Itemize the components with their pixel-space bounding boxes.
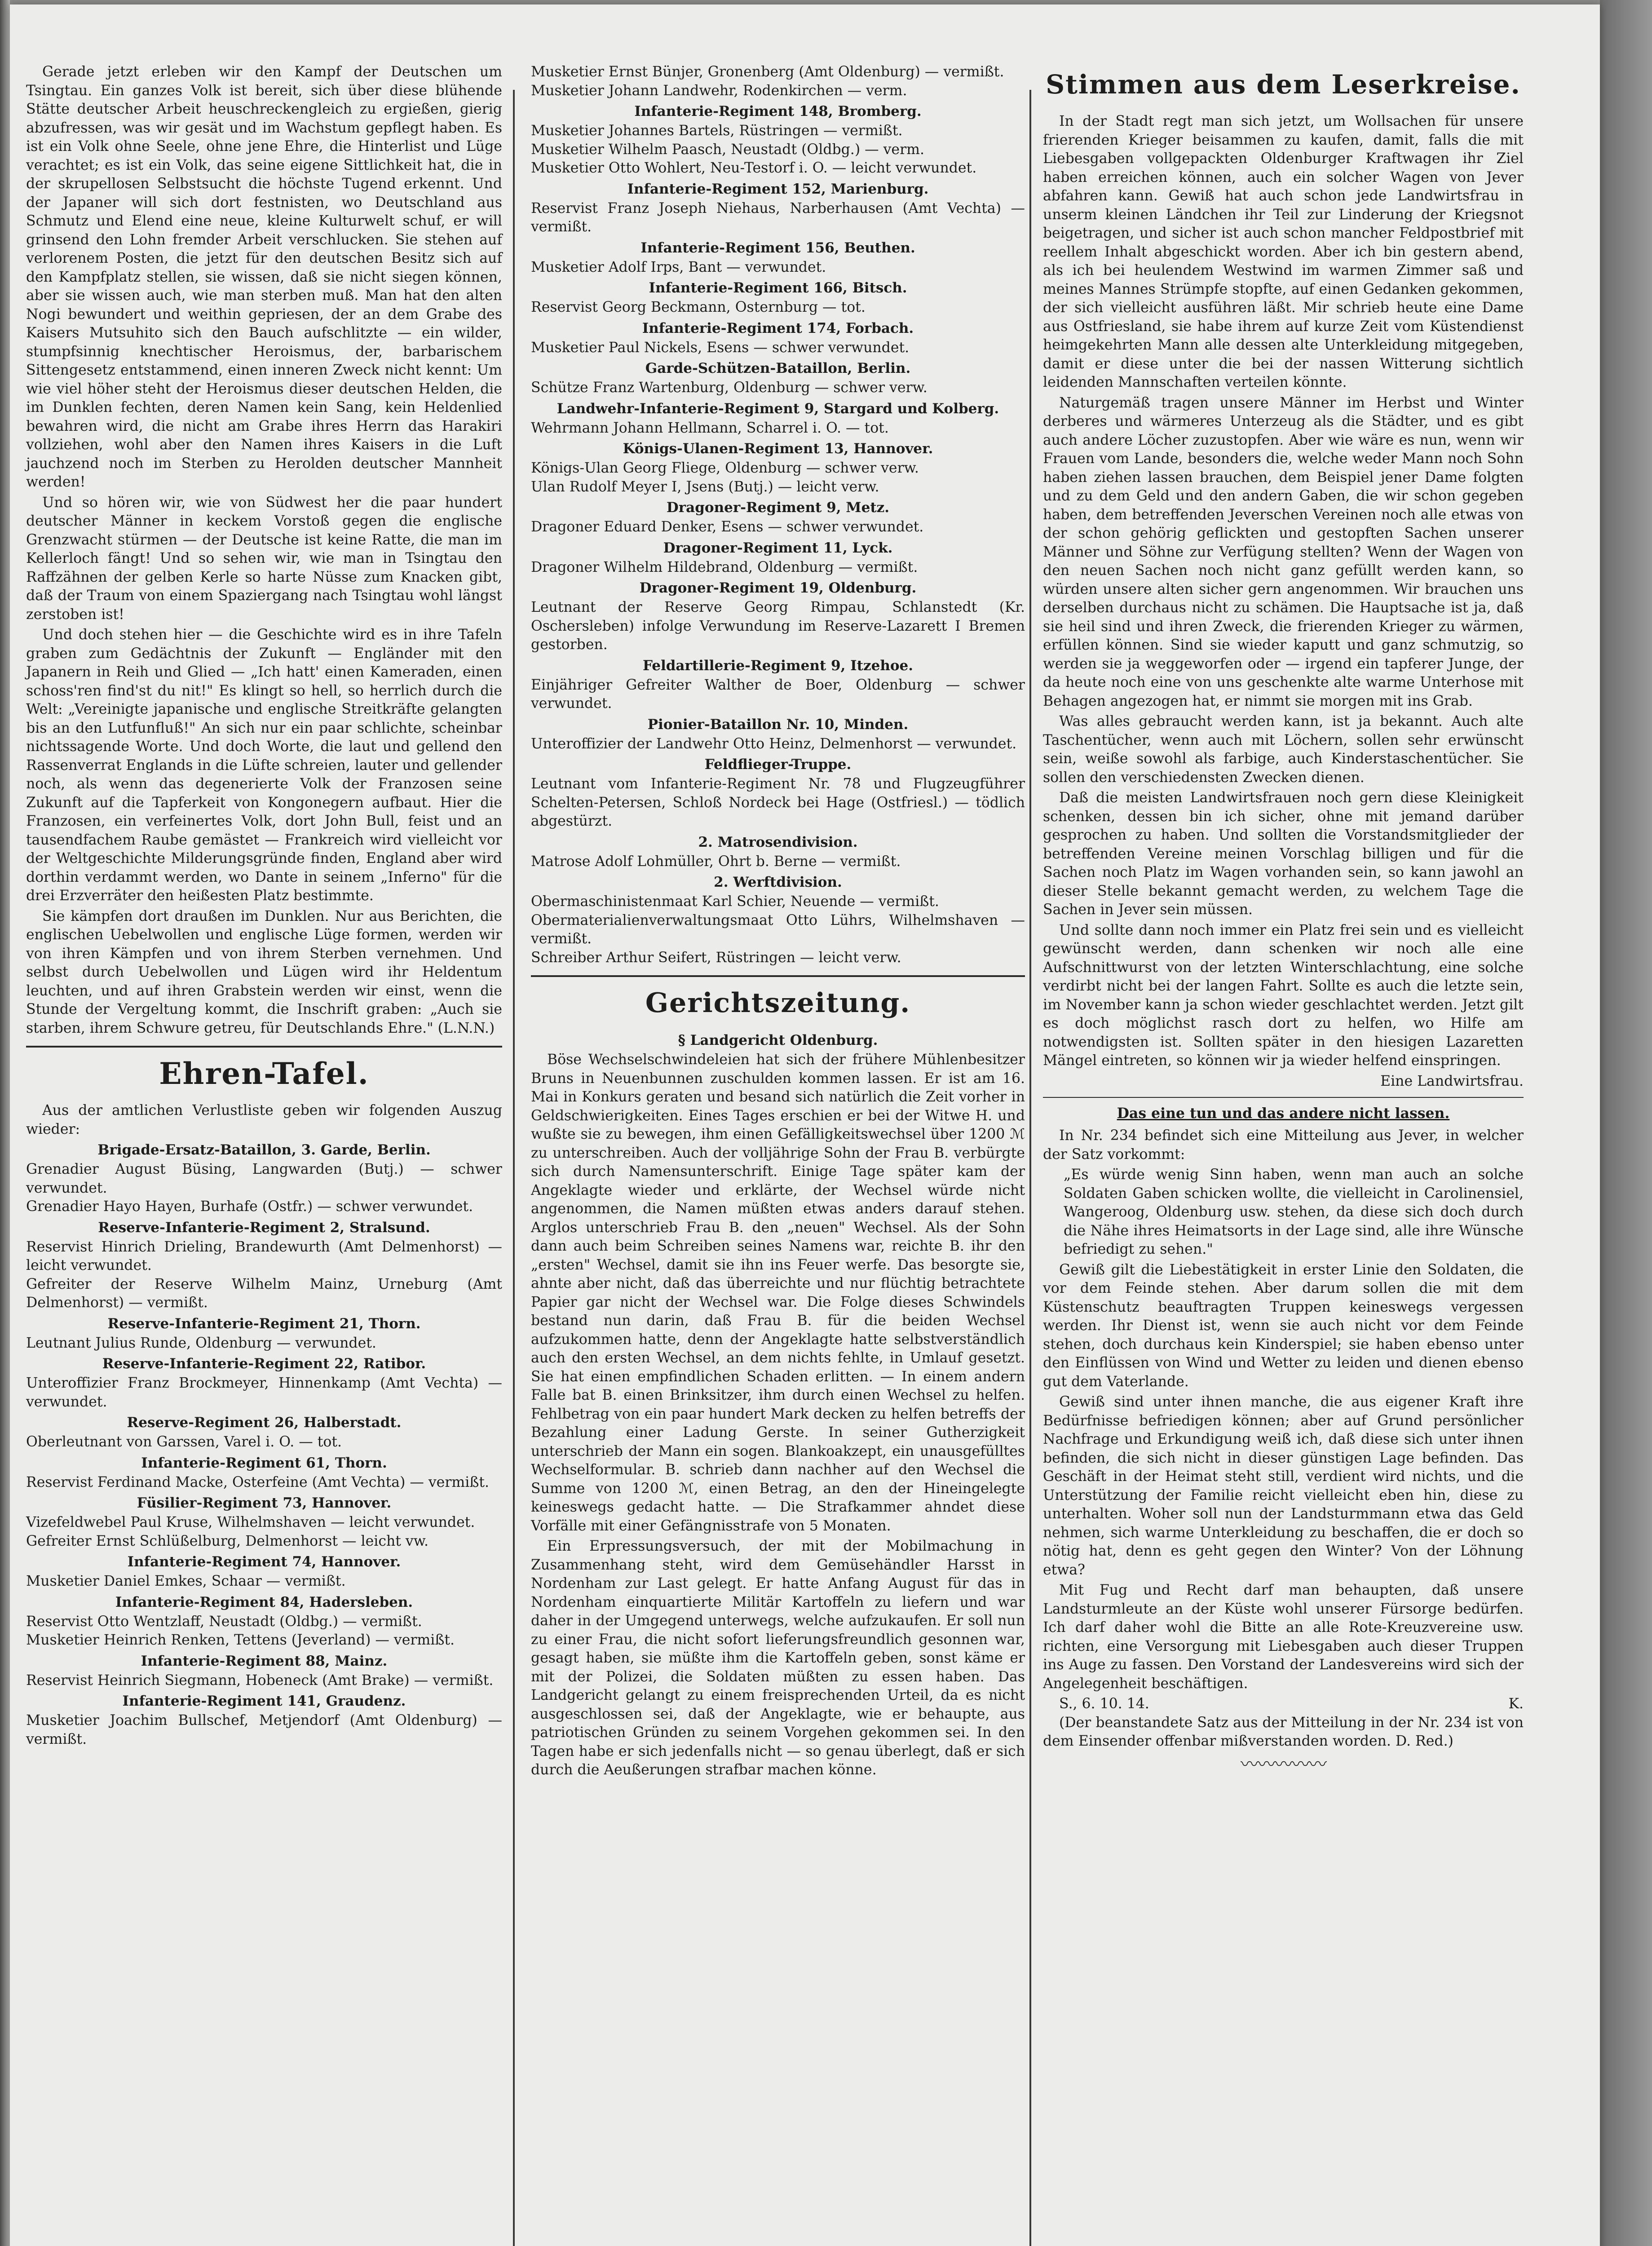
newspaper-page bbox=[10, 4, 1600, 2246]
casualty-entry: Einjähriger Gefreiter Walther de Boer, Oldenburg — schwer verwundet. bbox=[531, 676, 1025, 712]
casualty-entry: Obermaterialienverwaltungsmaat Otto Lührs, Wilhelmshaven — vermißt. bbox=[531, 912, 1025, 947]
unit-heading: Dragoner-Regiment 9, Metz. bbox=[666, 500, 890, 516]
column-middle bbox=[531, 63, 1025, 1782]
letter-dateline bbox=[1043, 1695, 1524, 1714]
letter-paragraph: Was alles gebraucht werden kann, ist ja bekannt. Auch alte Taschentücher, wenn auch mit Löchern, sollen sehr erwünscht sein, weiße sowohl als farbige, auch Kinderstaschentücher. Sie sollen den verschiedensten Zwecken dienen. bbox=[1043, 713, 1524, 786]
casualty-entry: Musketier Johannes Bartels, Rüstringen — vermißt. bbox=[531, 123, 903, 139]
casualty-entry: Leutnant der Reserve Georg Rimpau, Schlanstedt (Kr. Oschersleben) infolge Verwundung im Reserve-Lazarett I Bremen gestorben. bbox=[531, 599, 1025, 653]
casualty-entry: Leutnant vom Infanterie-Regiment Nr. 78 und Flugzeugführer Schelten-Petersen, Schloß Nordeck bei Hage (Ostfriesl.) — tödlich abgestürzt. bbox=[531, 776, 1025, 829]
ehren-tafel-intro: Aus der amtlichen Verlustliste geben wir folgenden Auszug wieder: bbox=[26, 1102, 502, 1137]
unit-heading: Reserve-Infanterie-Regiment 21, Thorn. bbox=[107, 1315, 421, 1332]
letter-paragraph: Gewiß sind unter ihnen manche, die aus eigener Kraft ihre Bedürfnisse befriedigen können; aber auf Grund persönlicher Nachfrage und Erkundigung weiß ich, daß diese sich unter ihnen befinden, die sich nicht in dieser günstigen Lage befinden. Das Geschäft in der Heimat steht still, verdient wird nichts, und die Unterstützung der Familie reicht vielleicht eben hin, diese zu unterhalten. Woher soll nun der Landsturmmann etwa das Geld nehmen, sich warme Unterkleidung zu beschaffen, die er doch so nötig hat, denn es geht gegen den Winter? Von der Löhnung etwa? bbox=[1043, 1394, 1524, 1578]
casualty-entry: Matrose Adolf Lohmüller, Ohrt b. Berne — vermißt. bbox=[531, 853, 901, 870]
leserkreise-title: Stimmen aus dem Leserkreise. bbox=[1046, 69, 1521, 100]
casualty-entry: Dragoner Wilhelm Hildebrand, Oldenburg — vermißt. bbox=[531, 559, 918, 575]
closing-ornament: 〰〰〰〰〰 bbox=[1241, 1754, 1326, 1775]
unit-heading: Infanterie-Regiment 141, Graudenz. bbox=[122, 1693, 406, 1709]
casualty-entry: Reservist Heinrich Siegmann, Hobeneck (Amt Brake) — vermißt. bbox=[26, 1672, 494, 1689]
landgericht-heading: § Landgericht Oldenburg. bbox=[678, 1032, 878, 1048]
casualty-entry: Grenadier August Büsing, Langwarden (Butj.) — schwer verwundet. bbox=[26, 1161, 502, 1196]
casualty-entry: Reservist Franz Joseph Niehaus, Narberhausen (Amt Vechta) — vermißt. bbox=[531, 200, 1025, 235]
letter-paragraph: Naturgemäß tragen unsere Männer im Herbst und Winter derberes und wärmeres Unterzeug als die Städter, und es gibt auch andere Löcher zuzustopfen. Aber wie wäre es nun, wenn wir Frauen vom Lande, besonders die, welche weder Mann noch Sohn haben ziehen lassen brauchen, dem Beispiel jener Dame folgten und zu dem Geld und den andern Gaben, die wir schon gegeben haben, dem betreffenden Jeverschen Vereinen noch alle etwas von der schon gehörig geflickten und gestopften Sachen unserer Männer und Söhne zur Verfügung stellten? Wenn der Wagen von den neuen Sachen noch nicht ganz gefüllt werden kann, so würden unsere alten sicher gern angenommen. Wir brauchen uns derselben durchaus nicht zu schämen. Die Hauptsache ist ja, daß sie heil sind und ihren Zweck, die frierenden Krieger zu wärmen, erfüllen können. Sind sie wieder kaputt und ganz schmutzig, so werden sie ja weggeworfen oder — irgend ein tapferer Junge, der da heute noch eine von uns geschenkte alte warme Unterhose mit Behagen angezogen hat, er nimmt sie morgen mit ins Grab. bbox=[1043, 394, 1524, 709]
unit-heading: Dragoner-Regiment 11, Lyck. bbox=[663, 539, 893, 556]
unit-heading: Feldartillerie-Regiment 9, Itzehoe. bbox=[642, 657, 914, 674]
casualty-entry: Schütze Franz Wartenburg, Oldenburg — schwer verw. bbox=[531, 380, 928, 396]
casualty-entry: Obermaschinistenmaat Karl Schier, Neuende — vermißt. bbox=[531, 893, 939, 910]
section-divider bbox=[1043, 1097, 1524, 1098]
casualty-entry: Leutnant Julius Runde, Oldenburg — verwundet. bbox=[26, 1335, 376, 1351]
page-gutter bbox=[0, 0, 10, 2246]
letter-subtitle: Das eine tun und das andere nicht lassen. bbox=[1117, 1105, 1450, 1122]
court-paragraph: Ein Erpressungsversuch, der mit der Mobilmachung in Zusammenhang steht, wird dem Gemüsehändler Harsst in Nordenham zur Last gelegt. Er hatte Anfang August für das in Nordenham einquartierte Militär Kartoffeln zu liefern und war daher in der Umgegend unterwegs, welche aufzukaufen. Er soll nun zu einer Frau, die nicht sofort lieferungsfreundlich gesonnen war, gesagt haben, sie müßte ihm die Kartoffeln geben, sonst käme er mit der Polizei, die Soldaten müßten zu essen haben. Das Landgericht gelangt zu einem freisprechenden Urteil, da es nicht ausgeschlossen sei, daß der Angeklagte, wie er behaupte, aus patriotischen Gründen zu seinem Vorgehen gekommen sei. In den Tagen habe er sich jedenfalls nicht — so genau überlegt, daß er sich durch die Aeußerungen strafbar machen könne. bbox=[531, 1538, 1025, 1778]
letter-paragraph: In der Stadt regt man sich jetzt, um Wollsachen für unsere frierenden Krieger beisammen zu kaufen, damit, falls die mit Liebesgaben vollgepackten Oldenburger Kraftwagen ihr Ziel haben erreichen können, auch ein solcher Wagen von Jever abfahren kann. Gewiß hat auch schon jede Landwirtsfrau in unserm kleinen Ländchen ihr Teil zur Linderung der Kriegsnot beigetragen, und sicher ist auch schon mancher Feldpostbrief mit reellem Inhalt abgeschickt worden. Aber ich bin gestern abend, als ich bei heulendem Westwind im warmen Zimmer saß und meines Mannes Strümpfe stopfte, auf einen Gedanken gekommen, der sich vielleicht ausführen läßt. Mir schrieb heute eine Dame aus Ostfriesland, sie habe ihrem auf kurze Zeit vom Küstendienst heimgekehrten Mann alle dessen alte Unterkleidung mitgegeben, damit er diese unter die bei der nassen Witterung sichtlich leidenden Mannschaften verteilen könnte. bbox=[1043, 113, 1524, 390]
casualty-list-continued bbox=[531, 63, 1025, 100]
column-rule-2 bbox=[1029, 90, 1031, 2246]
unit-heading: 2. Werftdivision. bbox=[714, 874, 842, 890]
casualty-entry: Vizefeldwebel Paul Kruse, Wilhelmshaven — leicht verwundet. bbox=[26, 1514, 475, 1530]
page-edge bbox=[1600, 0, 1652, 2246]
casualty-entry: Schreiber Arthur Seifert, Rüstringen — leicht verw. bbox=[531, 949, 901, 966]
court-reports bbox=[531, 1051, 1025, 1780]
section-divider bbox=[26, 1046, 502, 1048]
unit-heading: Füsilier-Regiment 73, Hannover. bbox=[137, 1495, 392, 1511]
casualty-list-2 bbox=[531, 102, 1025, 967]
casualty-entry: Ulan Rudolf Meyer I, Jsens (Butj.) — leicht verw. bbox=[531, 478, 879, 495]
quoted-sentence: „Es würde wenig Sinn haben, wenn man auch an solche Soldaten Gaben schicken wollte, die vielleicht in Carolinensiel, Wangeroog, Oldenburg usw. stehen, da diese sich doch durch die Nähe ihres Heimatsorts in der Lage sind, alle ihre Wünsche befriedigt zu sehen." bbox=[1064, 1167, 1524, 1257]
casualty-entry: Königs-Ulan Georg Fliege, Oldenburg — schwer verw. bbox=[531, 460, 919, 476]
letter-intro bbox=[1043, 1127, 1524, 1164]
casualty-entry: Reservist Georg Beckmann, Osternburg — tot. bbox=[531, 299, 866, 315]
casualty-entry: Grenadier Hayo Hayen, Burhafe (Ostfr.) — schwer verwundet. bbox=[26, 1198, 473, 1215]
article-paragraph: Sie kämpfen dort draußen im Dunklen. Nur aus Berichten, die englischen Uebelwollen und englische Lüge formen, werden wir von ihren Kämpfen und von ihrem Sterben vernehmen. Und selbst durch Uebelwollen und Lügen wird ihr Heldentum leuchten, und auf ihren Grabstein werden wir einst, wenn die Stunde der Vergeltung kommt, die Inschrift graben: „Auch sie starben, ihrem Schwure getreu, für Deutschlands Ehre." (L.N.N.) bbox=[26, 908, 502, 1036]
unit-heading: Feldflieger-Truppe. bbox=[704, 756, 852, 773]
casualty-entry: Musketier Paul Nickels, Esens — schwer verwundet. bbox=[531, 339, 910, 356]
letter-paragraph: Daß die meisten Landwirtsfrauen noch gern diese Kleinigkeit schenken, dessen bin ich sicher, ohne mit jemand darüber gesprochen zu haben. Und sollten die Vorstandsmitglieder der betreffenden Vereine meinen Vorschlag billigen und für die Sachen noch Platz im Wagen vorhanden sein, so kann jawohl an dieser Stelle bekannt gemacht werden, zu welchem Tage die Sachen in Jever sein müssen. bbox=[1043, 790, 1524, 918]
letter-date: S., 6. 10. 14. bbox=[1059, 1696, 1149, 1712]
unit-heading: Infanterie-Regiment 148, Bromberg. bbox=[634, 103, 922, 119]
unit-heading: Reserve-Infanterie-Regiment 2, Stralsund. bbox=[98, 1219, 430, 1236]
column-rule-1 bbox=[513, 90, 515, 2246]
editor-note: (Der beanstandete Satz aus der Mitteilung in der Nr. 234 ist von dem Einsender offenbar mißverstanden worden. D. Red.) bbox=[1043, 1714, 1524, 1749]
casualty-entry: Unteroffizier Franz Brockmeyer, Hinnenkamp (Amt Vechta) — verwundet. bbox=[26, 1375, 502, 1410]
casualty-entry: Musketier Heinrich Renken, Tettens (Jeverland) — vermißt. bbox=[26, 1632, 455, 1648]
letter-paragraph: Mit Fug und Recht darf man behaupten, daß unsere Landsturmleute an der Küste wohl unserer Fürsorge bedürfen. Ich darf daher wohl die Bitte an alle Rote-Kreuzvereine usw. richten, eine Versorgung mit Liebesgaben auch dieser Truppen ins Auge zu fassen. Den Vorstand der Landesvereins wird sich der Angelegenheit beschäftigen. bbox=[1043, 1582, 1524, 1692]
unit-heading: Infanterie-Regiment 152, Marienburg. bbox=[627, 181, 929, 197]
unit-heading: Infanterie-Regiment 174, Forbach. bbox=[642, 320, 914, 336]
article-tsingtau bbox=[26, 63, 502, 1038]
unit-heading: Infanterie-Regiment 88, Mainz. bbox=[141, 1653, 388, 1669]
article-paragraph: Und so hören wir, wie von Südwest her die paar hundert deutscher Männer in keckem Vorstoß gegen die englische Grenzwacht stürmen — der Deutsche ist keine Ratte, die man im Kellerloch fängt! Und so sehen wir, wie man in Tsingtau den Raffzähnen der gelben Kerle so harte Nüsse zum Knacken gibt, daß der Traum von einem Spaziergang nach Tsingtau wohl längst zerstoben ist! bbox=[26, 494, 502, 623]
casualty-entry: Musketier Daniel Emkes, Schaar — vermißt. bbox=[26, 1573, 346, 1589]
ehren-tafel-title: Ehren-Tafel. bbox=[159, 1056, 369, 1091]
casualty-entry: Musketier Johann Landwehr, Rodenkirchen — verm. bbox=[531, 82, 907, 99]
casualty-entry: Musketier Adolf Irps, Bant — verwundet. bbox=[531, 259, 826, 275]
casualty-entry: Reservist Hinrich Drieling, Brandewurth (Amt Delmenhorst) — leicht verwundet. bbox=[26, 1238, 502, 1273]
casualty-entry: Gefreiter Ernst Schlüßelburg, Delmenhorst — leicht vw. bbox=[26, 1533, 428, 1549]
gerichtszeitung-title: Gerichtszeitung. bbox=[645, 987, 911, 1019]
letter-body bbox=[1043, 1261, 1524, 1693]
section-divider bbox=[531, 975, 1025, 977]
unit-heading: Infanterie-Regiment 74, Hannover. bbox=[127, 1554, 401, 1570]
column-left bbox=[26, 63, 502, 1749]
letter-wollsachen bbox=[1043, 112, 1524, 1070]
unit-heading: Königs-Ulanen-Regiment 13, Hannover. bbox=[623, 441, 933, 457]
article-paragraph: Und doch stehen hier — die Geschichte wird es in ihre Tafeln graben zum Gedächtnis der Zukunft — Engländer mit den Japanern in Reih und Glied — „Ich hatt' einen Kameraden, einen schoss'ren find'st du nit!" Es klingt so hell, so herrlich durch die Welt: „Vereinigte japanische und englische Streitkräfte gelangten bis an den Lutfunfluß!" An sich nur ein paar schlichte, scheinbar nichtssagende Worte. Und doch Worte, die laut und gellend den Rassenverrat Englands in die Lüfte schreien, lauter und gellender noch, als wenn das degenerierte Volk der Franzosen seine Zukunft auf die Tapferkeit von Kongonegern aufbaut. Hier die Franzosen, ein verfeinertes Volk, dort John Bull, feist und an tausendfachem Raube gemästet — Frankreich wird vielleicht vor der Weltgeschichte Milderungsgründe finden, England aber wird dorthin verdammt werden, wo Dante in seinem „Inferno" für die drei Erzverräter den heißesten Platz bestimmte. bbox=[26, 627, 502, 904]
column-right bbox=[1043, 63, 1524, 1773]
unit-heading: Pionier-Bataillon Nr. 10, Minden. bbox=[647, 716, 909, 733]
unit-heading: Reserve-Regiment 26, Halberstadt. bbox=[127, 1415, 402, 1431]
letter-paragraph: Gewiß gilt die Liebestätigkeit in erster Linie den Soldaten, die vor dem Feinde stehen. Aber darum sollen die mit dem Küstenschutz beauftragten Truppen keineswegs vergessen werden. Ihr Dienst ist, wenn sie auch nicht vor dem Feinde stehen, doch durchaus kein Kinderspiel; sie haben ebenso unter den Einflüssen von Wind und Wetter zu leiden und dienen ebenso gut dem Vaterlande. bbox=[1043, 1261, 1524, 1390]
court-paragraph: Böse Wechselschwindeleien hat sich der frühere Mühlenbesitzer Bruns in Neuenbunnen zuschulden kommen lassen. Er ist am 16. Mai in Konkurs geraten und besand sich natürlich die Zeit vorher in Geldschwierigkeiten. Eines Tages erschien er bei der Witwe H. und wußte sie zu bewegen, ihm einen Gefälligkeitswechsel über 1200 ℳ zu unterschreiben. Auch der volljährige Sohn der Frau B. verbürgte sich durch Namensunterschrift. Einige Tage später kam der Angeklagte wieder und erklärte, der Wechsel würde nicht angenommen, die Namen müßten etwas anders darauf stehen. Arglos unterschrieb Frau B. den „neuen" Wechsel. Als der Sohn dann auch beim Schreiben seines Namens war, reichte B. ihr den „ersten" Wechsel, damit sie ihn ins Feuer werfe. Das besorgte sie, ahnte aber nicht, daß das überreichte und nur flüchtig betrachtete Papier gar nicht der Wechsel war. Die Folge dieses Schwindels bestand nun darin, daß Frau B. für die beiden Wechsel aufzukommen hatte, denn der Angeklagte hatte selbstverständlich auch den ersten Wechsel, an dem nichts fehlte, in Umlauf gesetzt. Sie hat einen empfindlichen Schaden erlitten. — In einem andern Falle bat B. einen Brinksitzer, ihm durch einen Wechsel zu helfen. Fehlbetrag von ein paar hundert Mark decken zu helfen betreffs der Bezahlung einer Ladung Gerste. In seiner Gutherzigkeit unterschrieb der Mann ein sogen. Blankoakzept, ein unausgefülltes Wechselformular. B. schrieb dann nachher auf den Wechsel die Summe von 1200 ℳ, einen Betrag, an den der Hineingelegte keineswegs gedacht hatte. — Die Strafkammer ahndet diese Vorfälle mit einer Gefängnisstrafe von 5 Monaten. bbox=[531, 1052, 1025, 1534]
casualty-entry: Unteroffizier der Landwehr Otto Heinz, Delmenhorst — verwundet. bbox=[531, 735, 1017, 752]
unit-heading: Reserve-Infanterie-Regiment 22, Ratibor. bbox=[102, 1356, 426, 1372]
casualty-entry: Dragoner Eduard Denker, Esens — schwer verwundet. bbox=[531, 519, 924, 535]
unit-heading: Garde-Schützen-Bataillon, Berlin. bbox=[645, 360, 911, 376]
casualty-entry: Musketier Ernst Bünjer, Gronenberg (Amt Oldenburg) — vermißt. bbox=[531, 64, 1004, 80]
unit-heading: Infanterie-Regiment 166, Bitsch. bbox=[649, 280, 907, 296]
casualty-entry: Musketier Otto Wohlert, Neu-Testorf i. O. — leicht verwundet. bbox=[531, 160, 977, 176]
casualty-entry: Oberleutnant von Garssen, Varel i. O. — tot. bbox=[26, 1434, 342, 1450]
casualty-entry: Reservist Ferdinand Macke, Osterfeine (Amt Vechta) — vermißt. bbox=[26, 1474, 490, 1490]
casualty-entry: Reservist Otto Wentzlaff, Neustadt (Oldbg.) — vermißt. bbox=[26, 1613, 422, 1630]
unit-heading: Infanterie-Regiment 84, Hadersleben. bbox=[115, 1594, 413, 1610]
letter-paragraph: Und sollte dann noch immer ein Platz frei sein und es vielleicht gewünscht werden, dann schenken wir noch alle eine Aufschnittwurst von der letzten Winterschlachtung, eine solche verdirbt nicht bei der langen Fahrt. Sollte es auch die letzte sein, im November kann ja schon wieder geschlachtet werden. Jetzt gilt es doch möglichst rasch dort zu helfen, wo Hilfe am notwendigsten ist. Sollten später in den hiesigen Lazaretten Mängel eintreten, so können wir ja wieder helfend einspringen. bbox=[1043, 922, 1524, 1069]
unit-heading: Infanterie-Regiment 61, Thorn. bbox=[141, 1455, 387, 1471]
unit-heading: Landwehr-Infanterie-Regiment 9, Stargard und Kolberg. bbox=[557, 400, 999, 417]
signature-landwirtsfrau: Eine Landwirtsfrau. bbox=[1380, 1073, 1524, 1089]
letter-paragraph: In Nr. 234 befindet sich eine Mitteilung aus Jever, in welcher der Satz vorkommt: bbox=[1043, 1127, 1524, 1163]
casualty-list-1 bbox=[26, 1141, 502, 1749]
casualty-entry: Musketier Joachim Bullschef, Metjendorf (Amt Oldenburg) — vermißt. bbox=[26, 1712, 502, 1747]
unit-heading: 2. Matrosendivision. bbox=[698, 834, 858, 850]
letter-initial: K. bbox=[1508, 1696, 1524, 1712]
casualty-entry: Wehrmann Johann Hellmann, Scharrel i. O. — tot. bbox=[531, 420, 889, 436]
casualty-entry: Musketier Wilhelm Paasch, Neustadt (Oldbg.) — verm. bbox=[531, 141, 925, 158]
unit-heading: Brigade-Ersatz-Bataillon, 3. Garde, Berlin. bbox=[97, 1142, 431, 1158]
unit-heading: Infanterie-Regiment 156, Beuthen. bbox=[640, 239, 915, 256]
unit-heading: Dragoner-Regiment 19, Oldenburg. bbox=[639, 580, 917, 596]
article-paragraph: Gerade jetzt erleben wir den Kampf der Deutschen um Tsingtau. Ein ganzes Volk ist bereit, sich über diese blühende Stätte deutscher Arbeit heuschreckengleich zu ergießen, gierig abzufressen, was wir gesät und im Wachstum gepflegt haben. Es ist ein Volk ohne Seele, ohne jene Ehre, die Hinterlist und Lüge verachtet; es ist ein Volk, das seine eigene Sittlichkeit hat, die in der skrupellosen Selbstsucht die höchste Tugend erkennt. Und der Japaner will sich dort festnisten, wo Deutschland aus Schmutz und Elend eine neue, kleine Kulturwelt schuf, er will grinsend den Lohn fremder Arbeit verschlucken. Sie stehen auf verlorenem Posten, die jetzt für den deutschen Besitz sich auf den Kampfplatz stellen, sie wissen, daß sie nicht siegen können, aber sie wissen auch, wie man sterben muß. Man hat den alten Nogi bewundert und weithin gepriesen, der an dem Grabe des Kaisers Mutsuhito sich den Bauch aufschlitzte — ein wilder, stumpfsinnig knechtischer Heroismus, der, barbarischem Sittengesetz entstammend, einen inneren Zweck nicht kennt: Um wie viel höher steht der Heroismus dieser deutschen Helden, die im Dunklen fechten, deren Namen kein Sang, kein Heldenlied bewahren wird, die nicht am Grabe ihres Herrn das Harakiri vollziehen, wohl aber den Namen ihres Kaisers in die Luft jauchzend noch im Sterben zu Herolden deutscher Mannheit werden! bbox=[26, 64, 502, 490]
casualty-entry: Gefreiter der Reserve Wilhelm Mainz, Urneburg (Amt Delmenhorst) — vermißt. bbox=[26, 1276, 502, 1311]
